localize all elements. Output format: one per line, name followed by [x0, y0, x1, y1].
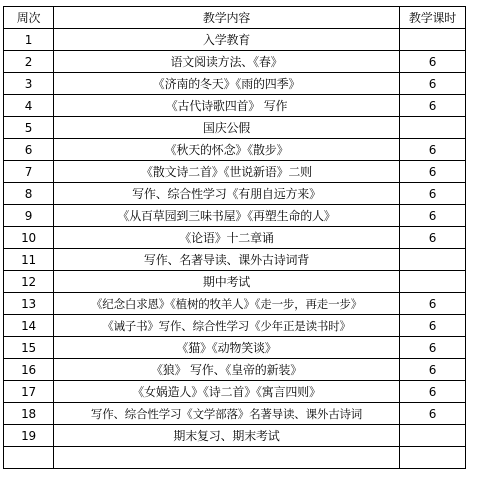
week-cell: 17 — [4, 381, 54, 403]
content-cell: 《狼》 写作、《皇帝的新装》 — [54, 359, 400, 381]
content-cell: 《诫子书》写作、综合性学习《少年正是读书时》 — [54, 315, 400, 337]
content-cell: 《猫》《动物笑谈》 — [54, 337, 400, 359]
header-hours: 教学课时 — [400, 7, 466, 29]
hours-cell — [400, 29, 466, 51]
week-cell: 4 — [4, 95, 54, 117]
hours-cell — [400, 117, 466, 139]
hours-cell: 6 — [400, 227, 466, 249]
hours-cell: 6 — [400, 315, 466, 337]
table-row — [4, 95, 466, 117]
hours-cell: 6 — [400, 139, 466, 161]
table-row — [4, 381, 466, 403]
table-row — [4, 315, 466, 337]
hours-cell: 6 — [400, 359, 466, 381]
content-cell: 《古代诗歌四首》 写作 — [54, 95, 400, 117]
content-cell: 《纪念白求恩》《植树的牧羊人》《走一步，再走一步》 — [54, 293, 400, 315]
hours-cell — [400, 425, 466, 447]
content-cell: 入学教育 — [54, 29, 400, 51]
week-cell: 12 — [4, 271, 54, 293]
week-cell: 15 — [4, 337, 54, 359]
table-header — [4, 7, 466, 29]
hours-cell: 6 — [400, 95, 466, 117]
content-cell — [54, 447, 400, 469]
content-cell: 《秋天的怀念》《散步》 — [54, 139, 400, 161]
table-row — [4, 249, 466, 271]
content-cell: 语文阅读方法、《春》 — [54, 51, 400, 73]
week-cell — [4, 447, 54, 469]
table-body — [4, 29, 466, 469]
content-cell: 《论语》十二章诵 — [54, 227, 400, 249]
week-cell: 5 — [4, 117, 54, 139]
week-cell: 16 — [4, 359, 54, 381]
table-row — [4, 117, 466, 139]
week-cell: 14 — [4, 315, 54, 337]
hours-cell: 6 — [400, 337, 466, 359]
table-row — [4, 359, 466, 381]
content-cell: 《散文诗二首》《世说新语》二则 — [54, 161, 400, 183]
hours-cell — [400, 447, 466, 469]
table-row — [4, 425, 466, 447]
week-cell: 13 — [4, 293, 54, 315]
header-week: 周次 — [4, 7, 54, 29]
table-row — [4, 73, 466, 95]
hours-cell: 6 — [400, 293, 466, 315]
table-row — [4, 447, 466, 469]
table-row — [4, 51, 466, 73]
week-cell: 10 — [4, 227, 54, 249]
content-cell: 期末复习、期末考试 — [54, 425, 400, 447]
content-cell: 期中考试 — [54, 271, 400, 293]
table-row — [4, 337, 466, 359]
week-cell: 9 — [4, 205, 54, 227]
week-cell: 2 — [4, 51, 54, 73]
table-row — [4, 183, 466, 205]
header-row — [4, 7, 466, 29]
content-cell: 《从百草园到三味书屋》《再塑生命的人》 — [54, 205, 400, 227]
week-cell: 7 — [4, 161, 54, 183]
hours-cell — [400, 249, 466, 271]
content-cell: 《济南的冬天》《雨的四季》 — [54, 73, 400, 95]
header-content: 教学内容 — [54, 7, 400, 29]
week-cell: 1 — [4, 29, 54, 51]
table-row — [4, 29, 466, 51]
hours-cell: 6 — [400, 183, 466, 205]
week-cell: 6 — [4, 139, 54, 161]
hours-cell: 6 — [400, 73, 466, 95]
hours-cell — [400, 271, 466, 293]
week-cell: 18 — [4, 403, 54, 425]
content-cell: 写作、综合性学习《文学部落》名著导读、课外古诗词 — [54, 403, 400, 425]
table-row — [4, 161, 466, 183]
table-row — [4, 271, 466, 293]
table-row — [4, 139, 466, 161]
hours-cell: 6 — [400, 403, 466, 425]
hours-cell: 6 — [400, 51, 466, 73]
hours-cell: 6 — [400, 205, 466, 227]
schedule-table — [3, 6, 466, 469]
week-cell: 19 — [4, 425, 54, 447]
table-row — [4, 227, 466, 249]
content-cell: 《女娲造人》《诗二首》《寓言四则》 — [54, 381, 400, 403]
content-cell: 写作、综合性学习《有朋自远方来》 — [54, 183, 400, 205]
hours-cell: 6 — [400, 381, 466, 403]
table-row — [4, 403, 466, 425]
week-cell: 11 — [4, 249, 54, 271]
table-row — [4, 293, 466, 315]
hours-cell: 6 — [400, 161, 466, 183]
week-cell: 3 — [4, 73, 54, 95]
week-cell: 8 — [4, 183, 54, 205]
table-row — [4, 205, 466, 227]
content-cell: 国庆公假 — [54, 117, 400, 139]
content-cell: 写作、名著导读、课外古诗词背 — [54, 249, 400, 271]
